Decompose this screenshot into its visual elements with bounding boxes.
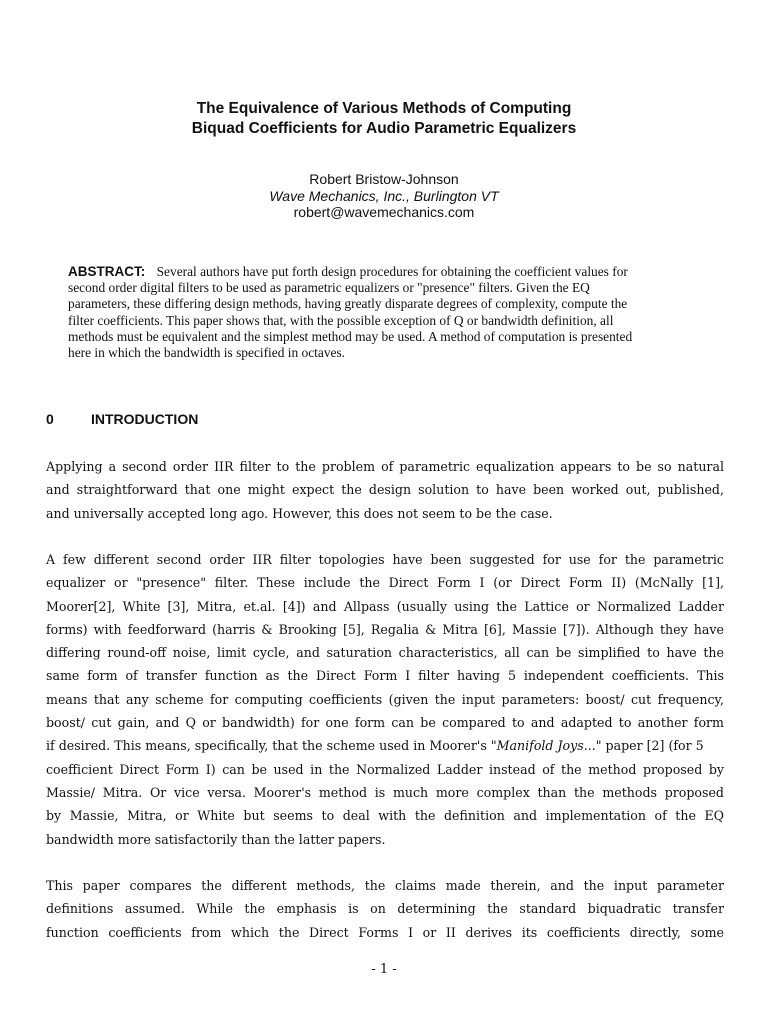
paragraph-1-line: and universally accepted long ago. However, this does not seem to be the case. (46, 505, 553, 521)
abstract-text: Several authors have put forth design procedures for obtaining the coefficient values for (156, 264, 628, 279)
paragraph-1 (46, 455, 724, 525)
paragraph-2-line: bandwidth more satisfactorily than the latter papers. (46, 831, 386, 847)
title-line-2: Biquad Coefficients for Audio Parametric Equalizers (191, 120, 577, 137)
page-number: - 1 - (371, 962, 397, 977)
section-title: INTRODUCTION (91, 411, 199, 427)
paragraph-2-line-9-start: if desired. This means, specifically, that the scheme used in Moorer's " (46, 738, 497, 754)
paragraph-3-line: function coefficients from which the Direct Forms I or II derives its coefficients directly, some (46, 924, 724, 940)
paragraph-2-line: boost/ cut gain, and Q or bandwidth) for one form can be compared to and adapted to another form (46, 715, 724, 731)
author-email: robert@wavemechanics.com (293, 204, 475, 220)
paragraph-1-line: Applying a second order IIR filter to the problem of parametric equalization appears to be so natural (46, 459, 724, 474)
abstract-line-1 (68, 264, 704, 280)
paragraph-2-line: Massie/ Mitra. Or vice versa. Moorer's method is much more complex than the methods proposed (46, 784, 724, 800)
abstract-line-6: here in which the bandwidth is specified in octaves. (68, 345, 346, 361)
paragraph-2-line: coefficient Direct Form I) can be used in the Normalized Ladder instead of the method proposed by (46, 761, 724, 777)
paragraph-2-line: A few different second order IIR filter topologies have been suggested for use for the parametric (46, 552, 724, 567)
paragraph-3-line: This paper compares the different methods, the claims made therein, and the input parameter (46, 878, 724, 893)
paragraph-3-line: definitions assumed. While the emphasis is on determining the standard biquadratic transfer (46, 901, 724, 917)
title-line-1: The Equivalence of Various Methods of Computing (196, 100, 572, 117)
paragraph-2-line: Moorer[2], White [3], Mitra, et.al. [4]) and Allpass (usually using the Lattice or Normalized Ladder (46, 598, 724, 614)
paragraph-2-line (46, 734, 724, 757)
paragraph-2-line: forms) with feedforward (harris & Brooking [5], Regalia & Mitra [6], Massie [7]). Although they have (46, 621, 724, 637)
abstract (68, 264, 704, 361)
paragraph-2-line: same form of transfer function as the Direct Form I filter having 5 independent coefficients. This (46, 668, 724, 684)
paragraph-3 (46, 874, 724, 944)
abstract-label: ABSTRACT: (68, 264, 146, 279)
author-name: Robert Bristow-Johnson (309, 171, 459, 187)
paragraph-2-line: by Massie, Mitra, or White but seems to deal with the definition and implementation of the EQ (46, 808, 724, 824)
paragraph-2-line: means that any scheme for computing coefficients (given the input parameters: boost/ cut frequency, (46, 691, 724, 707)
section-number: 0 (46, 411, 54, 427)
abstract-line-5: methods must be equivalent and the simplest method may be used. A method of computation is presented (68, 328, 633, 344)
abstract-line-3: parameters, these differing design methods, having greatly disparate degrees of complexity, compute the (68, 296, 628, 312)
paragraph-2-line-9-end: " paper [2] (for 5 (595, 738, 704, 754)
author-affiliation: Wave Mechanics, Inc., Burlington VT (269, 187, 499, 204)
abstract-line-2: second order digital filters to be used as parametric equalizers or "presence" filters. Given the EQ (68, 280, 590, 296)
manifold-joys-title: Manifold Joys... (496, 738, 596, 754)
abstract-line-4: filter coefficients. This paper shows that, with the possible exception of Q or bandwidth definition, all (68, 312, 614, 328)
paragraph-2 (46, 548, 724, 851)
paper-title (60, 99, 708, 139)
author-block (60, 171, 708, 221)
section-heading (46, 411, 198, 427)
paragraph-1-line: and straightforward that one might expect the design solution to have been worked out, published, (46, 482, 724, 498)
paragraph-2-line: differing round-off noise, limit cycle, and saturation characteristics, all can be simplified to have the (46, 645, 724, 661)
paragraph-2-line: equalizer or "presence" filter. These include the Direct Form I (or Direct Form II) (McNally [1], (46, 575, 724, 591)
